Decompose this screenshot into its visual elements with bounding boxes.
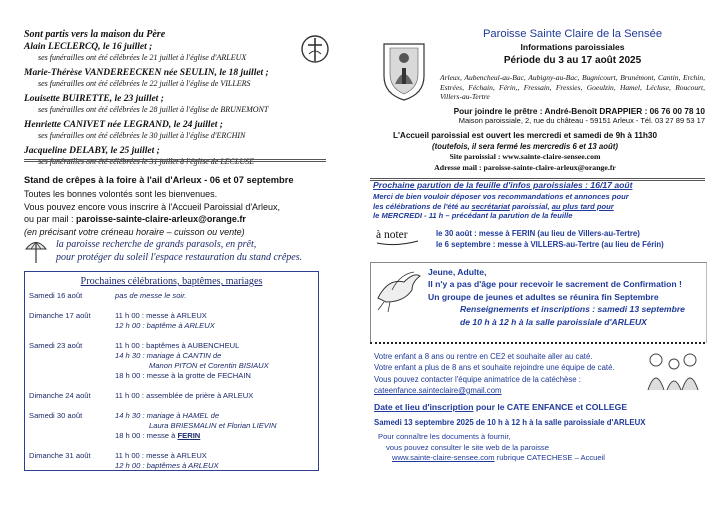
celebration-place-highlight: FERIN xyxy=(177,431,201,440)
stand-email-link[interactable]: paroisse-sainte-claire-arleux@orange.fr xyxy=(76,214,246,224)
stand-line: Toutes les bonnes volontés sont les bienvenues. xyxy=(24,189,218,199)
stand-title: Stand de crêpes à la foire à l'ail d'Arleux - 06 et 07 septembre xyxy=(24,175,294,185)
celebration-event: 11 h 00 : baptêmes à AUBENCHEUL xyxy=(115,341,240,350)
closure-note: (toutefois, il sera fermé les mercredis 6 et 13 août) xyxy=(432,141,618,151)
documents-text xyxy=(374,432,605,464)
next-issue-text-part: paroissial, xyxy=(509,201,552,211)
celebration-day: Samedi 23 août xyxy=(29,341,83,350)
celebration-event: 12 h 00 : baptême à ARLEUX xyxy=(115,321,215,330)
catechism-email-link[interactable]: cateenfance.sainteclaire@gmail.com xyxy=(374,385,502,395)
a-noter-text: à noter xyxy=(376,229,408,241)
parish-logo xyxy=(380,40,428,102)
confirmation-text xyxy=(428,266,704,328)
celebration-event: 14 h 30 : mariage à HAMEL de xyxy=(115,411,220,420)
catechism-rubrique: rubrique CATECHESE – Accueil xyxy=(494,453,605,462)
parish-house: Maison paroissiale, 2, rue du château - 59151 Arleux - Tél. 03 27 89 53 17 xyxy=(458,116,705,125)
cross-icon xyxy=(300,34,330,64)
stand-text xyxy=(24,188,329,238)
next-issue-text xyxy=(373,192,703,221)
stand-line: (en précisant votre créneau horaire – cuisson ou vente) xyxy=(24,226,245,237)
notice-line: le 30 août : messe à FERIN (au lieu de Villers-au-Tertre) xyxy=(436,229,640,238)
deceased-name: Jacqueline DELABY, le 25 juillet ; xyxy=(24,146,160,156)
celebrations-title: Prochaines célébrations, baptêmes, mariages xyxy=(80,276,263,287)
celebration-event: Manon PITON et Corentin BISIAUX xyxy=(149,361,269,370)
celebration-event: 14 h 30 : mariage à CANTIN de xyxy=(115,351,222,360)
hours-block xyxy=(370,131,680,173)
documents-line: Pour connaître les documents à fournir, xyxy=(378,432,511,441)
celebration-day: Samedi 16 août xyxy=(29,291,83,300)
confirmation-line: Renseignements et inscriptions : samedi 13 septembre xyxy=(460,304,685,315)
catechism-website-link[interactable]: www.sainte-claire-sensee.com xyxy=(392,453,495,462)
villages-list: Arleux, Aubencheul-au-Bac, Aubigny-au-Bac, Bugnicourt, Brunémont, Cantin, Erchin, Estrées, Féchain, Férin,, Fressain, Fressies, Goeulzin, Hamel, Lécluse, Roucourt, Villers-au-Tertre xyxy=(440,73,705,101)
next-issue-line: Merci de bien vouloir déposer vos recommandations et annonces pour xyxy=(373,192,629,201)
parasol-text xyxy=(56,239,302,264)
deceased-detail: ses funérailles ont été célébrées le 31 juillet à l'église de LECLUSE xyxy=(38,157,255,166)
celebration-event: pas de messe le soir. xyxy=(115,291,187,300)
parish-email-link[interactable]: Adresse mail : paroisse-sainte-claire-arleux@orange.fr xyxy=(434,162,616,172)
a-noter-label xyxy=(374,228,420,246)
parasol-line: pour protéger du soleil l'espace restauration du stand crêpes. xyxy=(56,251,303,263)
parish-name: Paroisse Sainte Claire de la Sensée xyxy=(482,28,663,40)
confirmation-line: Il n'y a pas d'âge pour recevoir le sacrement de Confirmation ! xyxy=(428,279,682,290)
documents-line: vous pouvez consulter le site web de la paroisse xyxy=(386,442,549,452)
deceased-detail: ses funérailles ont été célébrées le 30 juillet à l'église d'ERCHIN xyxy=(38,131,246,140)
deceased-name: Louisette BUIRETTE, le 23 juillet ; xyxy=(24,94,164,104)
celebration-day: Dimanche 31 août xyxy=(29,451,91,460)
deceased-heading: Sont partis vers la maison du Père xyxy=(24,29,166,40)
celebration-event: 11 h 00 : messe à ARLEUX xyxy=(115,311,207,320)
next-issue-line xyxy=(373,202,703,212)
celebration-event: 11 h 00 : messe à ARLEUX xyxy=(115,451,207,460)
next-issue-secretariat: secrétariat xyxy=(471,201,510,211)
next-issue-title-text: Prochaine parution de la feuille d'infos paroissiales : xyxy=(373,180,591,190)
registration-title-rest: pour le CATE ENFANCE et COLLEGE xyxy=(473,402,628,412)
registration-date: Samedi 13 septembre 2025 de 10 h à 12 h à la salle paroissiale d'ARLEUX xyxy=(374,418,646,427)
confirmation-line: Un groupe de jeunes et adultes se réunira fin Septembre xyxy=(428,291,659,302)
celebration-day: Samedi 30 août xyxy=(29,411,83,420)
opening-hours: L'Accueil paroissial est ouvert les mercredi et samedi de 9h à 11h30 xyxy=(392,131,658,140)
stand-line-prefix: ou par mail : xyxy=(24,214,77,224)
parasol-line: la paroisse recherche de grands parasols, en prêt, xyxy=(56,239,257,250)
priest-contact: Pour joindre le prêtre : André-Benoît DRAPPIER : 06 76 00 78 10 xyxy=(453,106,705,116)
deceased-name: Marie-Thérèse VANDEREECKEN née SEULIN, le 18 juillet ; xyxy=(24,68,269,78)
dotted-divider xyxy=(370,342,705,344)
catechism-line: Vous pouvez contacter l'équipe animatrice de la catéchèse : xyxy=(374,374,581,384)
deceased-list xyxy=(24,42,294,167)
registration-title xyxy=(374,402,627,412)
deceased-name: Henriette CANIVET née LEGRAND, le 24 juillet ; xyxy=(24,120,223,130)
registration-title-label: Date et lieu d'inscription xyxy=(374,402,474,412)
deceased-name: Alain LECLERCQ, le 16 juillet ; xyxy=(24,42,153,52)
documents-line xyxy=(374,453,605,464)
celebration-day: Dimanche 17 août xyxy=(29,311,91,320)
deceased-detail: ses funérailles ont été célébrées le 21 juillet à l'église d'ARLEUX xyxy=(38,53,247,62)
deceased-detail: ses funérailles ont été célébrées le 22 juillet à l'église de VILLERS xyxy=(38,79,251,88)
next-issue-line: le MERCREDI - 11 h – précédant la parution de la feuille xyxy=(373,211,573,220)
next-issue-deadline: au plus tard pour xyxy=(551,201,614,211)
celebration-event xyxy=(115,431,200,441)
celebration-event: 11 h 00 : assemblée de prière à ARLEUX xyxy=(115,391,254,400)
children-illustration xyxy=(642,350,702,392)
celebration-day: Dimanche 24 août xyxy=(29,391,91,400)
subtitle: Informations paroissiales xyxy=(520,42,625,52)
stand-line: Vous pouvez encore vous inscrire à l'Accueil Paroissial d'Arleux, xyxy=(24,201,281,212)
celebration-event: 12 h 00 : baptêmes à ARLEUX xyxy=(115,461,219,470)
notice-text xyxy=(436,228,664,250)
catechism-line: Votre enfant a plus de 8 ans et souhaite rejoindre une équipe de caté. xyxy=(374,363,615,373)
catechism-line: Votre enfant a 8 ans ou rentre en CE2 et souhaite aller au caté. xyxy=(374,352,593,361)
notice-line: le 6 septembre : messe à VILLERS-au-Tertre (au lieu de Férin) xyxy=(436,240,664,249)
celebration-event: 18 h 00 : messe à la grotte de FECHAIN xyxy=(115,371,251,380)
period: Période du 3 au 17 août 2025 xyxy=(503,55,642,66)
parish-website-link[interactable]: Site paroissial : www.sainte-claire-sensee.com xyxy=(449,152,601,161)
masthead xyxy=(440,28,705,66)
dove-icon xyxy=(374,268,422,314)
stand-line xyxy=(24,213,329,226)
next-issue-title xyxy=(373,180,632,190)
confirmation-line: de 10 h à 12 h à la salle paroissiale d'ARLEUX xyxy=(460,316,647,327)
celebration-event: Laura BRIESMALIN et Florian LIEVIN xyxy=(149,421,277,430)
next-issue-text-part: les célébrations de l'été au xyxy=(373,201,472,211)
contact-block xyxy=(370,106,705,126)
deceased-detail: ses funérailles ont été célébrées le 28 juillet à l'église de BRUNEMONT xyxy=(38,105,269,114)
divider xyxy=(24,159,326,162)
celebrations-box xyxy=(24,271,319,471)
catechism-text xyxy=(374,351,615,396)
confirmation-line: Jeune, Adulte, xyxy=(428,267,487,277)
next-issue-date: 16/17 août xyxy=(590,180,633,190)
celebration-event-text: 18 h 00 : messe à xyxy=(115,431,176,440)
parasol-icon xyxy=(24,238,48,264)
